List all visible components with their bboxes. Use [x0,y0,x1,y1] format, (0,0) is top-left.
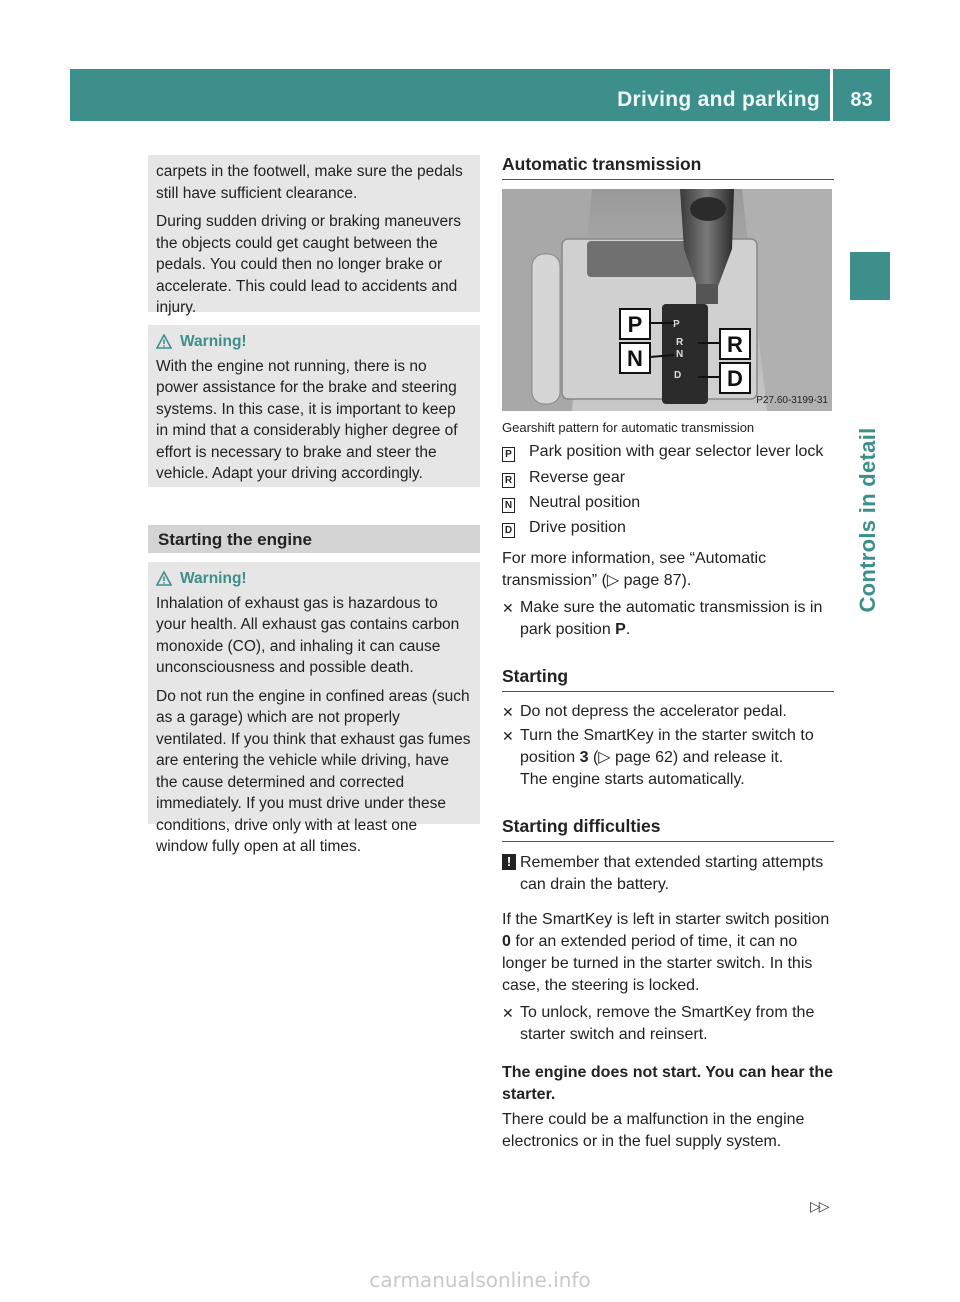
step-no-accelerator: ✕ Do not depress the accelerator pedal. [502,701,834,723]
key-D: D [502,523,515,538]
page-section-title: Driving and parking [617,88,820,111]
step-arrow-icon: ✕ [502,1005,514,1021]
label-R: R [727,332,743,357]
paragraph: During sudden driving or braking maneuvers the objects could get caught between the pedals. You could then no longer brake or accelerate. This could lead to accidents and injury. [156,213,461,316]
legend-item: P Park position with gear selector lever lock [502,441,842,463]
gate-n: N [676,349,684,360]
note-battery: ! Remember that extended starting attempts can drain the battery. [502,852,834,896]
exclamation-icon: ! [502,854,516,870]
heading-starting-difficulties: Starting difficulties [502,816,834,842]
gearshift-photo [502,189,832,411]
label-N: N [627,346,643,371]
step-unlock: ✕ To unlock, remove the SmartKey from the starter switch and reinsert. [502,1004,815,1043]
legend-item: N Neutral position [502,492,842,514]
figure-code: P27.60-3199-31 [756,395,828,406]
label-P: P [627,312,643,337]
heading-automatic-transmission: Automatic transmission [502,154,834,180]
more-info-paragraph: For more information, see “Automatic transmission” (▷ page 87). [502,550,767,589]
paragraph: carpets in the footwell, make sure the pedals still have sufficient clearance. [156,163,463,202]
step-arrow-icon: ✕ [502,600,514,616]
warning-heading: Warning! [156,568,472,590]
warning-heading: Warning! [156,331,472,353]
warning-triangle-icon [156,334,172,349]
figure-caption: Gearshift pattern for automatic transmission [502,420,755,435]
gate-p: P [673,319,680,330]
gate-d: D [674,370,682,381]
paragraph-malfunction: There could be a malfunction in the engine electronics or in the fuel supply system. [502,1111,805,1150]
step-turn-smartkey: ✕ Turn the SmartKey in the starter switch to position 3 (▷ page 62) and release it. The engine starts automatically. [502,727,814,788]
key-P: P [502,447,515,462]
label-D: D [727,366,743,391]
step-arrow-icon: ✕ [502,704,514,720]
subheading-engine-does-not-start: The engine does not start. You can hear the starter. [502,1064,834,1103]
warning-box-exhaust [148,562,480,855]
side-tab-marker [850,252,890,300]
page-number: 83 [850,89,873,111]
warning-triangle-icon [156,571,172,586]
continued-arrows-icon: ▷▷ [810,1198,828,1214]
legend-item: R Reverse gear [502,467,842,489]
key-R: R [502,473,515,488]
gearshift-illustration [502,189,832,411]
paragraph-smartkey: If the SmartKey is left in starter switch position 0 for an extended period of time, it can no longer be turned in the starter switch. In this case, the steering is locked. [502,911,830,994]
watermark: carmanualsonline.info [369,1268,591,1292]
warning-box-power-assistance [148,325,480,487]
paragraph: Inhalation of exhaust gas is hazardous to your health. All exhaust gas contains carbon monoxide (CO), and inhaling it can cause unconsciousness and possible death. [156,594,460,676]
paragraph: With the engine not running, there is no power assistance for the brake and steering systems. In this case, it is important to keep in mind that a considerably higher degree of effort is necessary to brake and steer the vehicle. Adapt your driving accordingly. [156,357,458,482]
step-arrow-icon: ✕ [502,728,514,744]
step-park-position: ✕ Make sure the automatic transmission is in park position P. [502,599,823,638]
caution-box-continued [148,155,480,316]
key-N: N [502,498,515,513]
heading-starting: Starting [502,666,834,692]
legend-item: D Drive position [502,517,842,539]
paragraph: Do not run the engine in confined areas (such as a garage) which are not properly ventilated. If you think that exhaust gas fumes are entering the vehicle while driving, have the cause determined and corrected immediately. If you must drive under these conditions, drive only with at least one window fully open at all times. [156,687,471,855]
section-title-starting-engine: Starting the engine [148,525,480,553]
gate-r: R [676,337,684,348]
